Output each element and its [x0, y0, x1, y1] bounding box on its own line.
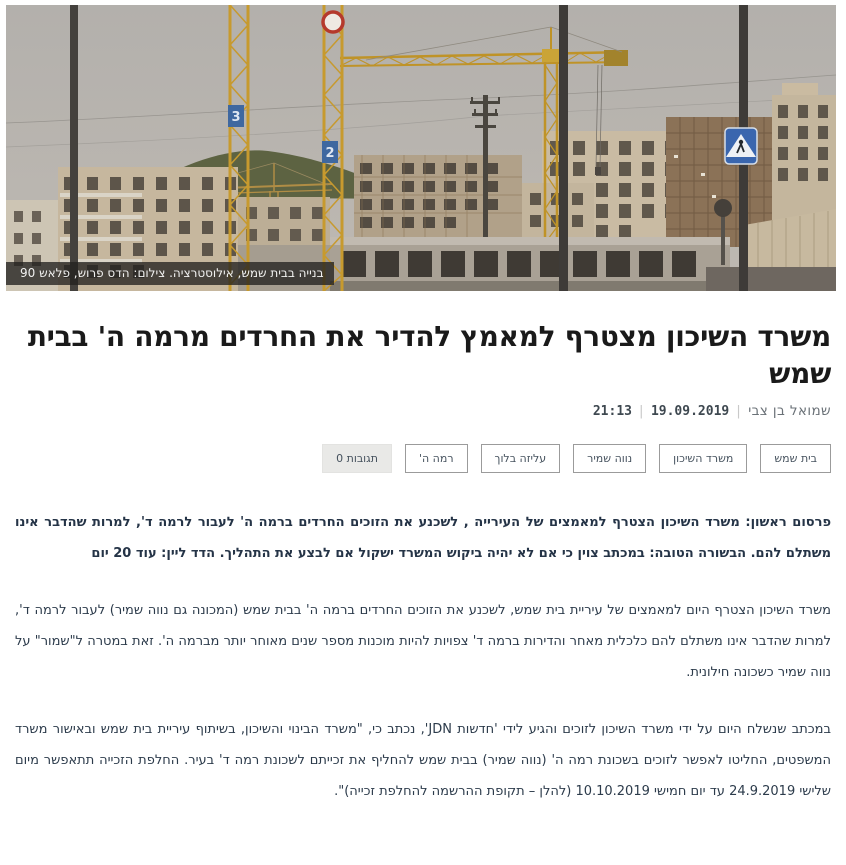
- tag-beit-shemesh[interactable]: בית שמש: [760, 444, 831, 473]
- author-name[interactable]: שמואל בן צבי: [748, 403, 831, 419]
- image-caption: בנייה בבית שמש, אילוסטרציה. צילום: הדס פרוש, פלאש 90: [6, 262, 334, 285]
- crosswalk-sign: [725, 128, 757, 164]
- crane-sign-number: 3: [231, 110, 241, 125]
- publish-date: 19.09.2019: [650, 404, 730, 419]
- byline-separator: |: [639, 403, 644, 419]
- no-entry-sign: [323, 12, 343, 32]
- crane-sign-number: 2: [325, 146, 335, 161]
- tag-ramah-he[interactable]: רמה ה': [405, 444, 468, 473]
- article-paragraph: במכתב שנשלח היום על ידי משרד השיכון לזוכים והגיע לידי 'חדשות JDN', נכתב כי, "משרד הבינוי והשיכון, בשיתוף עיריית בית שמש ובאישור משרד המשפטים, החליטו לאפשר לזוכים בשכונת רמה ה' (נווה שמיר) בבית שמש להחליף את זכייתם לשכונת רמה ד' בעיר. החלפת הזכייה תתאפשר מיום שלישי 24.9.2019 עד יום חמישי 10.10.2019 (להלן – תקופת ההרשמה להחלפת זכייה)".: [15, 722, 831, 799]
- tags-row: [15, 444, 831, 473]
- byline: [15, 403, 831, 419]
- tag-neve-shamir[interactable]: נווה שמיר: [573, 444, 646, 473]
- tag-aliza-bloch[interactable]: עליזה בלוך: [481, 444, 561, 473]
- article-lead-paragraph: פרסום ראשון: משרד השיכון הצטרף למאמצים של העירייה , לשכנע את הזוכים החרדים ברמה ה' לעבור לרמה ד', למרות שהדבר אינו משתלם להם. הבשורה הטובה: במכתב צוין כי אם לא יהיה ביקוש המשרד ישקול אם לבצע את התהליך. הדד ליין: עוד 20 יום: [15, 515, 831, 561]
- article-title: משרד השיכון מצטרף למאמץ להדיר את החרדים מרמה ה' בבית שמש: [27, 320, 831, 390]
- comments-button[interactable]: 0 תגובות: [322, 444, 392, 473]
- hero-photo: [6, 5, 836, 291]
- article-paragraph: משרד השיכון הצטרף היום למאמצים של עיריית בית שמש, לשכנע את הזוכים החרדים ברמה ה' בבית שמש (המכונה גם נווה שמיר) לעבור לרמה ד', למרות שהדבר אינו משתלם להם כלכלית מאחר והדירות ברמה ד' צפויות להיות מוכנות מספר שנים מאוחר יותר מברמה ה'. זאת במטרה ל"שמור" על נווה שמיר כשכונה חילונית.: [15, 603, 831, 680]
- hero: [6, 5, 836, 291]
- article-content: [0, 318, 846, 807]
- byline-separator: |: [736, 403, 742, 419]
- publish-time: 21:13: [592, 404, 632, 419]
- tag-housing-ministry[interactable]: משרד השיכון: [659, 444, 747, 473]
